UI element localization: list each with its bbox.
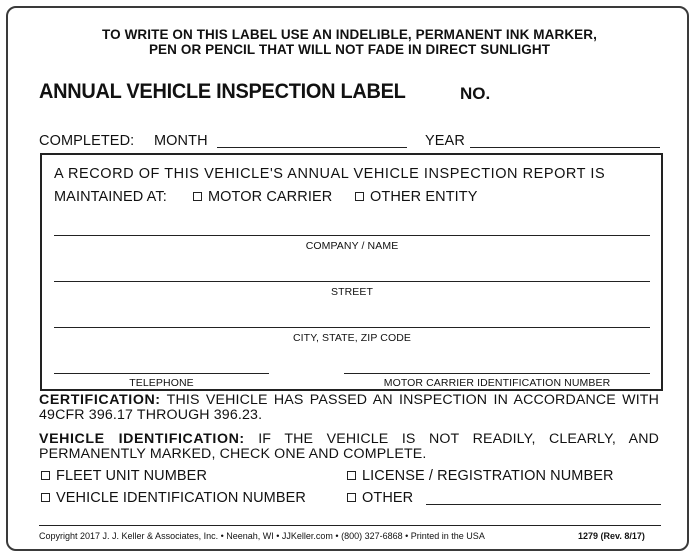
copyright-text: Copyright 2017 J. J. Keller & Associates, Inc. • Neenah, WI • JJKeller.com • (800) 327-6868 • Printed in the USA [39,531,485,541]
certification-text: THIS VEHICLE HAS PASSED AN INSPECTION IN ACCORDANCE WITH 49CFR 396.17 THROUGH 396.23. [39,392,659,423]
fleet-unit-option[interactable] [41,468,207,484]
motor-carrier-option-label: MOTOR CARRIER [208,189,333,205]
certification-heading: CERTIFICATION: [39,392,161,408]
fleet-unit-checkbox[interactable] [41,471,50,480]
number-label: NO. [460,84,491,103]
record-line-1: A RECORD OF THIS VEHICLE'S ANNUAL VEHICLE INSPECTION REPORT IS [54,166,606,182]
other-entity-option-label: OTHER ENTITY [370,189,478,205]
maintained-at-label: MAINTAINED AT: [54,189,167,205]
year-label: YEAR [425,133,465,149]
warning-line-2: PEN OR PENCIL THAT WILL NOT FADE IN DIRECT SUNLIGHT [148,42,551,57]
form-number: 1279 (Rev. 8/17) [578,531,645,541]
license-label: LICENSE / REGISTRATION NUMBER [362,468,614,484]
license-option[interactable] [347,468,614,484]
license-checkbox[interactable] [347,471,356,480]
other-label: OTHER [362,490,414,506]
warning-line-1: TO WRITE ON THIS LABEL USE AN INDELIBLE, PERMANENT INK MARKER, [102,27,597,42]
other-entity-checkbox[interactable] [355,192,364,201]
year-field[interactable] [470,147,660,148]
motor-carrier-option[interactable] [193,189,332,205]
vin-checkbox[interactable] [41,493,50,502]
certification-paragraph [39,393,659,422]
vehicle-id-heading: VEHICLE IDENTIFICATION: [39,431,245,447]
vin-label: VEHICLE IDENTIFICATION NUMBER [56,490,306,506]
mcid-caption: MOTOR CARRIER IDENTIFICATION NUMBER [383,377,611,389]
street-caption: STREET [330,286,374,298]
footer-divider [39,525,661,526]
company-caption: COMPANY / NAME [305,240,399,252]
other-option[interactable] [347,490,413,506]
telephone-field[interactable] [54,373,269,374]
label-title: ANNUAL VEHICLE INSPECTION LABEL [39,80,406,103]
city-caption: CITY, STATE, ZIP CODE [292,332,411,344]
telephone-caption: TELEPHONE [129,377,194,389]
other-checkbox[interactable] [347,493,356,502]
company-field[interactable] [54,235,650,236]
vehicle-id-paragraph [39,432,659,461]
city-field[interactable] [54,327,650,328]
inspection-label [6,6,689,551]
completed-label: COMPLETED: [39,133,135,149]
month-field[interactable] [217,147,407,148]
other-field[interactable] [426,504,661,505]
vin-option[interactable] [41,490,306,506]
other-entity-option[interactable] [355,189,478,205]
record-box [40,153,663,391]
motor-carrier-checkbox[interactable] [193,192,202,201]
mcid-field[interactable] [344,373,650,374]
vehicle-id-text: IF THE VEHICLE IS NOT READILY, CLEARLY, AND PERMANENTLY MARKED, CHECK ONE AND COMPLETE. [39,431,659,462]
fleet-unit-label: FLEET UNIT NUMBER [56,468,208,484]
month-label: MONTH [154,133,208,149]
street-field[interactable] [54,281,650,282]
